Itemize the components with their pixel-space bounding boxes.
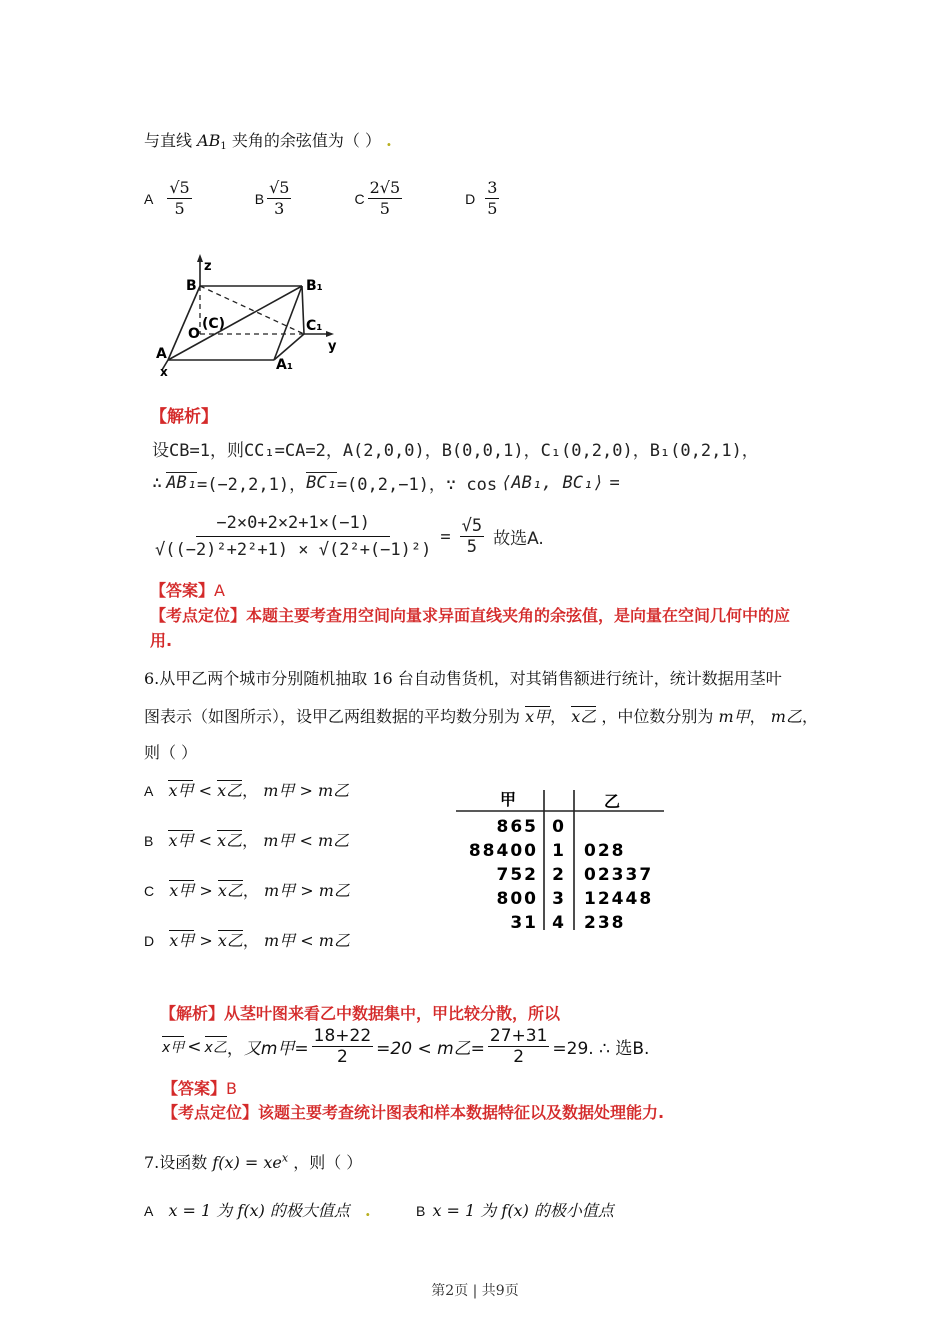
- q5-sol-therefore: ∴: [152, 472, 163, 493]
- q6-answer-value: B: [226, 1079, 237, 1098]
- label-x: x: [160, 365, 168, 378]
- q6-stem-line1: 6.从甲乙两个城市分别随机抽取 16 台自动售货机，对其销售额进行统计，统计数据用茎叶: [144, 669, 782, 688]
- stemleaf-row2-left: 752: [496, 865, 538, 885]
- label-c1: C₁: [306, 318, 323, 334]
- q6-option-b-rel2: <: [299, 831, 313, 850]
- q6-option-c-xjia: x甲: [169, 881, 195, 900]
- q6-answer-label: 【答案】: [162, 1079, 227, 1098]
- q6-option-a: [144, 778, 349, 801]
- q6-stem-part-b: ，中位数分别为: [601, 707, 714, 726]
- q5-option-a-den: 5: [174, 199, 185, 218]
- q7-option-a: [144, 1198, 371, 1221]
- q6-sol-frac1-den: 2: [337, 1047, 348, 1067]
- q5-sol-result-den: 5: [466, 537, 477, 557]
- q5-stem-suffix: 夹角的余弦值为（ ）: [231, 131, 381, 150]
- q5-kaodian: [150, 603, 790, 626]
- q5-option-b-frac: [267, 178, 291, 219]
- edge-b1-c1: [302, 286, 304, 334]
- stem-leaf-plot: [456, 786, 668, 936]
- stemleaf-row3-stem: 3: [552, 889, 566, 909]
- q6-sol-lt: <: [187, 1036, 202, 1057]
- q6-kaodian-text: 该题主要考查统计图表和样本数据特征以及数据处理能力.: [258, 1103, 665, 1122]
- q6-option-d-myi: m乙: [318, 931, 350, 950]
- q5-option-c-letter: C: [354, 190, 365, 207]
- label-c: (C): [202, 316, 226, 332]
- q6-m-jia: m甲: [718, 707, 750, 726]
- q6-m-yi: m乙: [770, 707, 802, 726]
- q5-kaodian-label: 【考点定位】: [150, 606, 247, 625]
- q7-stem-exp: x: [281, 1151, 289, 1165]
- q6-option-d-letter: D: [144, 933, 155, 949]
- q6-jiexi-label: 【解析】: [160, 1004, 225, 1023]
- q6-stem-sep1: ，: [550, 707, 567, 726]
- label-o: O: [188, 326, 200, 342]
- q5-option-b-letter: B: [254, 190, 265, 207]
- q6-sol-xjia: x甲: [162, 1036, 184, 1057]
- stemleaf-row2-stem: 2: [552, 865, 566, 885]
- q5-option-d-num: 3: [487, 178, 498, 197]
- q7-option-a-text: x = 1 为 f(x) 的极大值点: [168, 1201, 350, 1220]
- q6-sol-xyi: x乙: [205, 1036, 227, 1057]
- stemleaf-row0-stem: 0: [552, 817, 566, 837]
- diag-a-b1: [168, 286, 302, 360]
- q5-sol-eq2: =: [440, 526, 451, 547]
- edge-b-a: [168, 286, 200, 360]
- q6-sol-frac2: [488, 1026, 550, 1067]
- label-y: y: [328, 339, 337, 354]
- q5-sol-conclusion: 故选A.: [493, 529, 544, 549]
- q6-option-a-sep: ，: [242, 781, 259, 800]
- stemleaf-header-right: 乙: [603, 792, 621, 811]
- stemleaf-row2-right: 02337: [584, 865, 654, 885]
- q5-sol-line3: [152, 510, 544, 563]
- q5-sol-vec1: AB₁: [166, 473, 197, 493]
- q6-stem-line3: 则（ ）: [144, 743, 198, 762]
- q6-option-b-rel1: <: [198, 831, 212, 850]
- q5-sol-vec1-val: =(−2,2,1)，: [196, 475, 307, 495]
- q6-option-c-rel1: >: [199, 881, 213, 900]
- label-b: B: [186, 278, 197, 294]
- stemleaf-row4-right: 238: [584, 913, 626, 933]
- q7-stem-b: ，则（ ）: [293, 1153, 363, 1172]
- q6-option-a-rel2: >: [299, 781, 313, 800]
- q6-option-b-xjia: x甲: [168, 831, 194, 850]
- q5-stem-prefix: 与直线: [144, 131, 193, 150]
- q6-option-d-rel1: >: [199, 931, 213, 950]
- q5-answer: [150, 578, 225, 601]
- q6-stem-part-c: ，: [801, 707, 818, 726]
- q6-answer: [162, 1076, 237, 1099]
- stemleaf-row0-left: 865: [496, 817, 538, 837]
- q5-option-d-letter: D: [465, 190, 476, 207]
- q5-option-c-den: 5: [379, 199, 390, 218]
- q6-option-c-letter: C: [144, 883, 155, 899]
- q7-option-b: [416, 1198, 614, 1221]
- q6-option-a-mjia: m甲: [263, 781, 295, 800]
- stemleaf-row1-right: 028: [584, 841, 626, 861]
- stemleaf-row4-stem: 4: [552, 913, 566, 933]
- q5-option-d-frac: [485, 178, 499, 219]
- q6-sol-part-b: =20 < m乙=: [376, 1039, 485, 1059]
- q5-kaodian-line2: 用.: [150, 631, 173, 650]
- q5-stem-sub: 1: [220, 141, 227, 152]
- stemleaf-row4-left: 31: [510, 913, 538, 933]
- q5-stem: [144, 128, 392, 152]
- stemleaf-row1-stem: 1: [552, 841, 566, 861]
- q5-sol-frac: [155, 510, 431, 563]
- q5-jiexi-label: 【解析】: [150, 407, 218, 427]
- q5-answer-label: 【答案】: [150, 581, 215, 600]
- q5-option-b-den: 3: [274, 199, 285, 218]
- q5-option-d-den: 5: [487, 199, 498, 218]
- q5-sol-line1: 设CB=1，则CC₁=CA=2，A(2,0,0)，B(0,0,1)，C₁(0,2,0)，B₁(0,2,1)，: [152, 441, 759, 461]
- q5-sol-frac-den: √((−2)²+2²+1) × √(2²+(−1)²): [155, 540, 432, 560]
- q5-option-c-num: 2√5: [369, 178, 401, 197]
- q6-stem-part-a: 图表示（如图所示），设甲乙两组数据的平均数分别为: [144, 707, 521, 726]
- q6-sol-part-a: 又m甲=: [243, 1039, 309, 1059]
- label-a1: A₁: [276, 357, 293, 373]
- q6-sol-frac2-den: 2: [513, 1047, 525, 1067]
- q5-stem-dot: .: [386, 131, 392, 150]
- q6-sol-part-c: =29. ∴ 选B.: [552, 1039, 650, 1059]
- q5-sol-eq: =: [609, 472, 620, 493]
- label-b1: B₁: [306, 278, 323, 294]
- q5-sol-vec2-val: =(0,2,−1)，∵ cos: [336, 475, 498, 495]
- q6-sol-sep: ，: [226, 1039, 244, 1059]
- q6-option-b-mjia: m甲: [263, 831, 295, 850]
- stemleaf-row3-right: 12448: [584, 889, 654, 909]
- q5-option-a-num: √5: [169, 178, 190, 197]
- q6-option-d-xyi: x乙: [217, 931, 243, 950]
- q5-answer-value: A: [214, 581, 225, 600]
- q6-option-d-xjia: x甲: [169, 931, 195, 950]
- q6-option-b: [144, 828, 349, 851]
- q5-sol-vec2: BC₁: [306, 473, 337, 493]
- q6-option-a-letter: A: [144, 783, 154, 799]
- label-z: z: [204, 259, 212, 274]
- q6-sol-frac1-num: 18+22: [313, 1026, 372, 1046]
- q6-option-a-myi: m乙: [317, 781, 350, 800]
- q5-option-a-frac: [167, 178, 191, 219]
- q6-option-b-myi: m乙: [317, 831, 350, 850]
- q5-option-b-num: √5: [269, 178, 290, 197]
- stemleaf-header-left: 甲: [499, 790, 517, 809]
- q6-option-b-xyi: x乙: [217, 831, 243, 850]
- q7-option-a-dot: .: [365, 1201, 371, 1220]
- q7-stem-func: f(x) = xe: [212, 1153, 282, 1172]
- q5-sol-frac-num: −2×0+2×2+1×(−1): [196, 510, 390, 537]
- q6-stem-sep2: ，: [749, 707, 766, 726]
- q6-sol-line: [162, 1026, 649, 1067]
- q6-option-a-xjia: x甲: [168, 781, 194, 800]
- q6-option-c-sep: ，: [242, 881, 259, 900]
- q6-option-b-letter: B: [144, 833, 154, 849]
- q5-sol-result-num: √5: [461, 516, 483, 536]
- q6-option-d: [144, 928, 350, 951]
- q6-jiexi: [160, 1001, 560, 1024]
- q5-options: [144, 178, 502, 219]
- label-a: A: [156, 346, 167, 362]
- q5-sol-cos-arg: ⟨AB₁, BC₁⟩: [501, 472, 604, 493]
- q5-sol-line2: [152, 470, 620, 495]
- q5-kaodian-text1: 本题主要考查用空间向量求异面直线夹角的余弦值，是向量在空间几何中的应: [246, 606, 791, 625]
- y-arrow: [326, 331, 334, 337]
- q7-stem: [144, 1150, 362, 1173]
- stemleaf-row3-left: 800: [496, 889, 538, 909]
- q6-sol-frac2-num: 27+31: [489, 1026, 548, 1046]
- q6-kaodian: [162, 1100, 664, 1123]
- q5-option-a-letter: A: [144, 190, 154, 207]
- q5-stem-var: AB: [197, 131, 221, 150]
- z-arrow: [197, 254, 203, 262]
- q6-option-c-mjia: m甲: [263, 881, 296, 900]
- q6-kaodian-label: 【考点定位】: [162, 1103, 259, 1122]
- q7-option-b-text: x = 1 为 f(x) 的极小值点: [432, 1201, 614, 1220]
- q7-option-a-letter: A: [144, 1203, 154, 1219]
- q6-option-b-sep: ，: [242, 831, 259, 850]
- q7-option-b-letter: B: [416, 1203, 426, 1219]
- q6-option-c-rel2: >: [300, 881, 314, 900]
- q6-option-d-sep: ，: [242, 931, 259, 950]
- q6-stem-line2: [144, 704, 818, 727]
- q6-option-a-xyi: x乙: [217, 781, 243, 800]
- q6-option-d-mjia: m甲: [263, 931, 296, 950]
- q6-option-c-myi: m乙: [318, 881, 350, 900]
- q6-xbar-jia: x甲: [525, 707, 551, 726]
- q6-jiexi-text: 从茎叶图来看乙中数据集中，甲比较分散，所以: [224, 1004, 561, 1023]
- page-footer: 第2页 | 共9页: [431, 1283, 519, 1299]
- q6-option-c: [144, 878, 350, 901]
- q6-sol-frac1: [312, 1026, 374, 1067]
- prism-figure: [150, 252, 350, 378]
- q5-option-c-frac: [368, 178, 403, 219]
- q5-sol-result: [460, 516, 484, 557]
- q6-option-d-rel2: <: [300, 931, 314, 950]
- q6-option-a-rel1: <: [198, 781, 212, 800]
- q6-option-c-xyi: x乙: [217, 881, 243, 900]
- q7-stem-a: 7.设函数: [144, 1153, 208, 1172]
- stemleaf-row1-left: 88400: [468, 841, 538, 861]
- q6-xbar-yi: x乙: [571, 707, 597, 726]
